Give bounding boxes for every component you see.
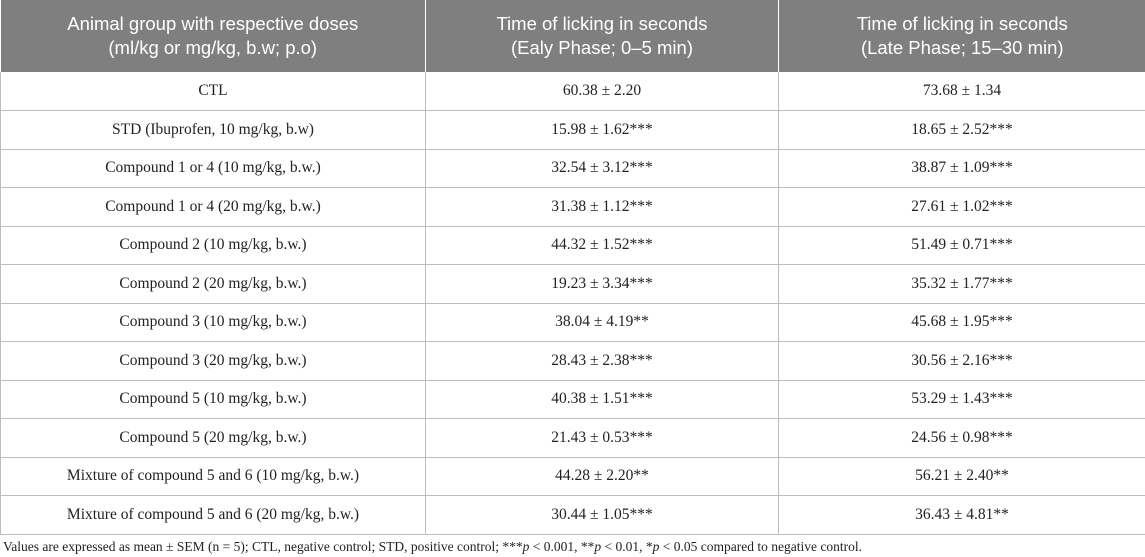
table-header: [1, 0, 1145, 72]
late-phase-cell: 51.49 ± 0.71***: [779, 226, 1145, 265]
early-phase-cell: 40.38 ± 1.51***: [426, 380, 779, 419]
group-cell: Compound 1 or 4 (20 mg/kg, b.w.): [1, 188, 426, 227]
header-line: (Ealy Phase; 0–5 min): [510, 37, 693, 58]
table-body: [1, 72, 1145, 534]
group-cell: Compound 2 (10 mg/kg, b.w.): [1, 226, 426, 265]
footnote-italic-p: p: [652, 539, 660, 554]
group-cell: Mixture of compound 5 and 6 (20 mg/kg, b.w.): [1, 496, 426, 535]
late-phase-cell: 36.43 ± 4.81**: [779, 496, 1145, 535]
late-phase-cell: 73.68 ± 1.34: [779, 72, 1145, 111]
early-phase-cell: 44.32 ± 1.52***: [426, 226, 779, 265]
late-phase-cell: 30.56 ± 2.16***: [779, 342, 1145, 381]
early-phase-cell: 15.98 ± 1.62***: [426, 111, 779, 150]
header-line: (ml/kg or mg/kg, b.w; p.o): [108, 37, 318, 58]
header-line: Time of licking in seconds: [496, 13, 708, 34]
group-cell: Mixture of compound 5 and 6 (10 mg/kg, b.w.): [1, 457, 426, 496]
footnote-italic-p: p: [594, 539, 602, 554]
early-phase-cell: 19.23 ± 3.34***: [426, 265, 779, 304]
early-phase-cell: 28.43 ± 2.38***: [426, 342, 779, 381]
late-phase-cell: 18.65 ± 2.52***: [779, 111, 1145, 150]
group-cell: Compound 3 (20 mg/kg, b.w.): [1, 342, 426, 381]
footnote-text: Values are expressed as mean ± SEM (n = 5); CTL, negative control; STD, positive control; ***: [3, 539, 523, 554]
early-phase-cell: 38.04 ± 4.19**: [426, 303, 779, 342]
early-phase-cell: 32.54 ± 3.12***: [426, 149, 779, 188]
late-phase-cell: 53.29 ± 1.43***: [779, 380, 1145, 419]
group-cell: Compound 5 (20 mg/kg, b.w.): [1, 419, 426, 458]
table-row: [1, 496, 1145, 535]
header-line: (Late Phase; 15–30 min): [860, 37, 1064, 58]
late-phase-cell: 27.61 ± 1.02***: [779, 188, 1145, 227]
early-phase-cell: 31.38 ± 1.12***: [426, 188, 779, 227]
late-phase-cell: 56.21 ± 2.40**: [779, 457, 1145, 496]
early-phase-cell: 44.28 ± 2.20**: [426, 457, 779, 496]
footnote-text: < 0.01, *: [601, 539, 653, 554]
group-cell: STD (Ibuprofen, 10 mg/kg, b.w): [1, 111, 426, 150]
header-cell-group: [1, 0, 426, 72]
table-row: [1, 149, 1145, 188]
table-row: [1, 188, 1145, 227]
table-row: [1, 111, 1145, 150]
group-cell: CTL: [1, 72, 426, 111]
footnote-text: < 0.001, **: [529, 539, 595, 554]
table-row: [1, 303, 1145, 342]
group-cell: Compound 2 (20 mg/kg, b.w.): [1, 265, 426, 304]
header-cell-early-phase: [426, 0, 779, 72]
table-row: [1, 457, 1145, 496]
late-phase-cell: 35.32 ± 1.77***: [779, 265, 1145, 304]
table-row: [1, 380, 1145, 419]
table-footnote: [3, 539, 862, 555]
header-row: [1, 0, 1145, 72]
late-phase-cell: 38.87 ± 1.09***: [779, 149, 1145, 188]
group-cell: Compound 5 (10 mg/kg, b.w.): [1, 380, 426, 419]
early-phase-cell: 60.38 ± 2.20: [426, 72, 779, 111]
footnote-italic-p: p: [522, 539, 530, 554]
footnote-text: < 0.05 compared to negative control.: [659, 539, 862, 554]
early-phase-cell: 21.43 ± 0.53***: [426, 419, 779, 458]
table-row: [1, 342, 1145, 381]
group-cell: Compound 3 (10 mg/kg, b.w.): [1, 303, 426, 342]
early-phase-cell: 30.44 ± 1.05***: [426, 496, 779, 535]
table-row: [1, 72, 1145, 111]
table-row: [1, 419, 1145, 458]
header-cell-late-phase: [779, 0, 1145, 72]
header-line: Time of licking in seconds: [856, 13, 1068, 34]
header-line: Animal group with respective doses: [67, 13, 359, 34]
group-cell: Compound 1 or 4 (10 mg/kg, b.w.): [1, 149, 426, 188]
table-row: [1, 265, 1145, 304]
table-row: [1, 226, 1145, 265]
late-phase-cell: 24.56 ± 0.98***: [779, 419, 1145, 458]
late-phase-cell: 45.68 ± 1.95***: [779, 303, 1145, 342]
